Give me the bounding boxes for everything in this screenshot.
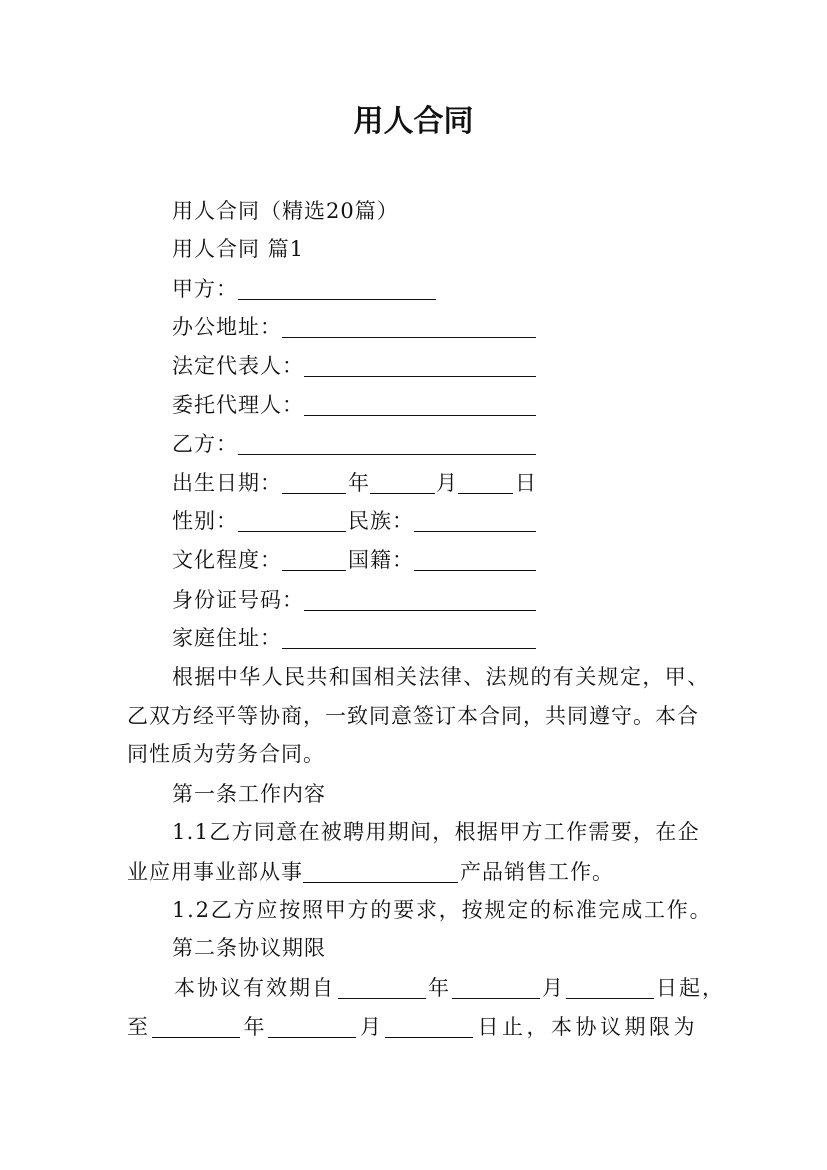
office-address-line xyxy=(172,312,536,342)
term-start-suffix: 日起， xyxy=(656,976,725,1000)
birth-year-blank xyxy=(282,475,346,494)
party-b-blank xyxy=(238,436,536,455)
collection-heading: 用人合同（精选20篇） xyxy=(172,199,399,223)
education-label: 文化程度： xyxy=(172,548,282,572)
education-blank xyxy=(282,552,346,571)
term-end-prefix: 至 xyxy=(127,1015,152,1039)
term-start-day-blank xyxy=(566,980,654,999)
birth-year-unit: 年 xyxy=(348,471,370,495)
office-address-blank xyxy=(282,319,536,338)
preamble-line-2: 乙双方经平等协商，一致同意签订本合同，共同遵守。本合 xyxy=(127,704,699,728)
term-end-year-blank xyxy=(152,1019,240,1038)
preamble-line-1: 根据中华人民共和国相关法律、法规的有关规定，甲、 xyxy=(172,665,710,689)
item-1-1-line-2-after: 产品销售工作。 xyxy=(460,860,614,884)
term-end-line xyxy=(127,1012,698,1042)
authorized-agent-label: 委托代理人： xyxy=(172,393,304,417)
home-address-line xyxy=(172,623,536,653)
nationality-label: 国籍： xyxy=(348,548,414,572)
party-b-line xyxy=(172,429,536,459)
birth-month-unit: 月 xyxy=(436,471,458,495)
item-1-1-line-2-before: 业应用事业部从事 xyxy=(127,860,303,884)
term-end-suffix: 日止，本协议期限为 xyxy=(477,1015,698,1039)
home-address-blank xyxy=(282,630,536,649)
legal-representative-blank xyxy=(304,358,536,377)
authorized-agent-blank xyxy=(304,397,536,416)
party-a-label: 甲方： xyxy=(172,277,238,301)
nationality-blank xyxy=(414,552,536,571)
term-start-prefix: 本协议有效期自 xyxy=(174,976,335,1000)
legal-representative-label: 法定代表人： xyxy=(172,354,304,378)
item-1-1-line-1: 1.1乙方同意在被聘用期间，根据甲方工作需要，在企 xyxy=(172,820,700,844)
preamble-line-3: 同性质为劳务合同。 xyxy=(127,742,325,766)
birth-day-unit: 日 xyxy=(515,471,537,495)
term-start-month-blank xyxy=(452,980,540,999)
id-number-line xyxy=(172,585,536,615)
party-b-label: 乙方： xyxy=(172,432,238,456)
birth-date-label: 出生日期： xyxy=(172,471,282,495)
item-1-2: 1.2乙方应按照甲方的要求，按规定的标准完成工作。 xyxy=(172,898,713,922)
gender-label: 性别： xyxy=(172,509,238,533)
birth-day-blank xyxy=(458,475,513,494)
clause-2-heading: 第二条协议期限 xyxy=(172,936,326,960)
authorized-agent-line xyxy=(172,390,536,420)
term-start-year-blank xyxy=(338,980,426,999)
office-address-label: 办公地址： xyxy=(172,315,282,339)
clause-1-heading: 第一条工作内容 xyxy=(172,782,326,806)
ethnicity-label: 民族： xyxy=(348,509,414,533)
id-number-blank xyxy=(304,592,536,611)
party-a-line xyxy=(172,274,436,304)
gender-ethnicity-line xyxy=(172,506,536,536)
legal-representative-line xyxy=(172,351,536,381)
term-start-month-unit: 月 xyxy=(542,976,565,1000)
gender-blank xyxy=(238,513,346,532)
term-end-day-blank xyxy=(385,1019,473,1038)
term-end-month-unit: 月 xyxy=(360,1015,385,1039)
business-scope-blank xyxy=(303,864,458,883)
document-title: 用人合同 xyxy=(353,104,474,139)
id-number-label: 身份证号码： xyxy=(172,588,304,612)
birth-date-line xyxy=(172,468,537,498)
birth-month-blank xyxy=(370,475,435,494)
term-start-year-unit: 年 xyxy=(428,976,451,1000)
ethnicity-blank xyxy=(414,513,536,532)
education-nationality-line xyxy=(172,545,536,575)
item-1-1-line-2 xyxy=(127,857,614,887)
party-a-blank xyxy=(238,281,436,300)
home-address-label: 家庭住址： xyxy=(172,626,282,650)
term-end-year-unit: 年 xyxy=(243,1015,268,1039)
term-start-line xyxy=(174,973,725,1003)
term-end-month-blank xyxy=(268,1019,356,1038)
article-heading: 用人合同 篇1 xyxy=(172,237,305,261)
